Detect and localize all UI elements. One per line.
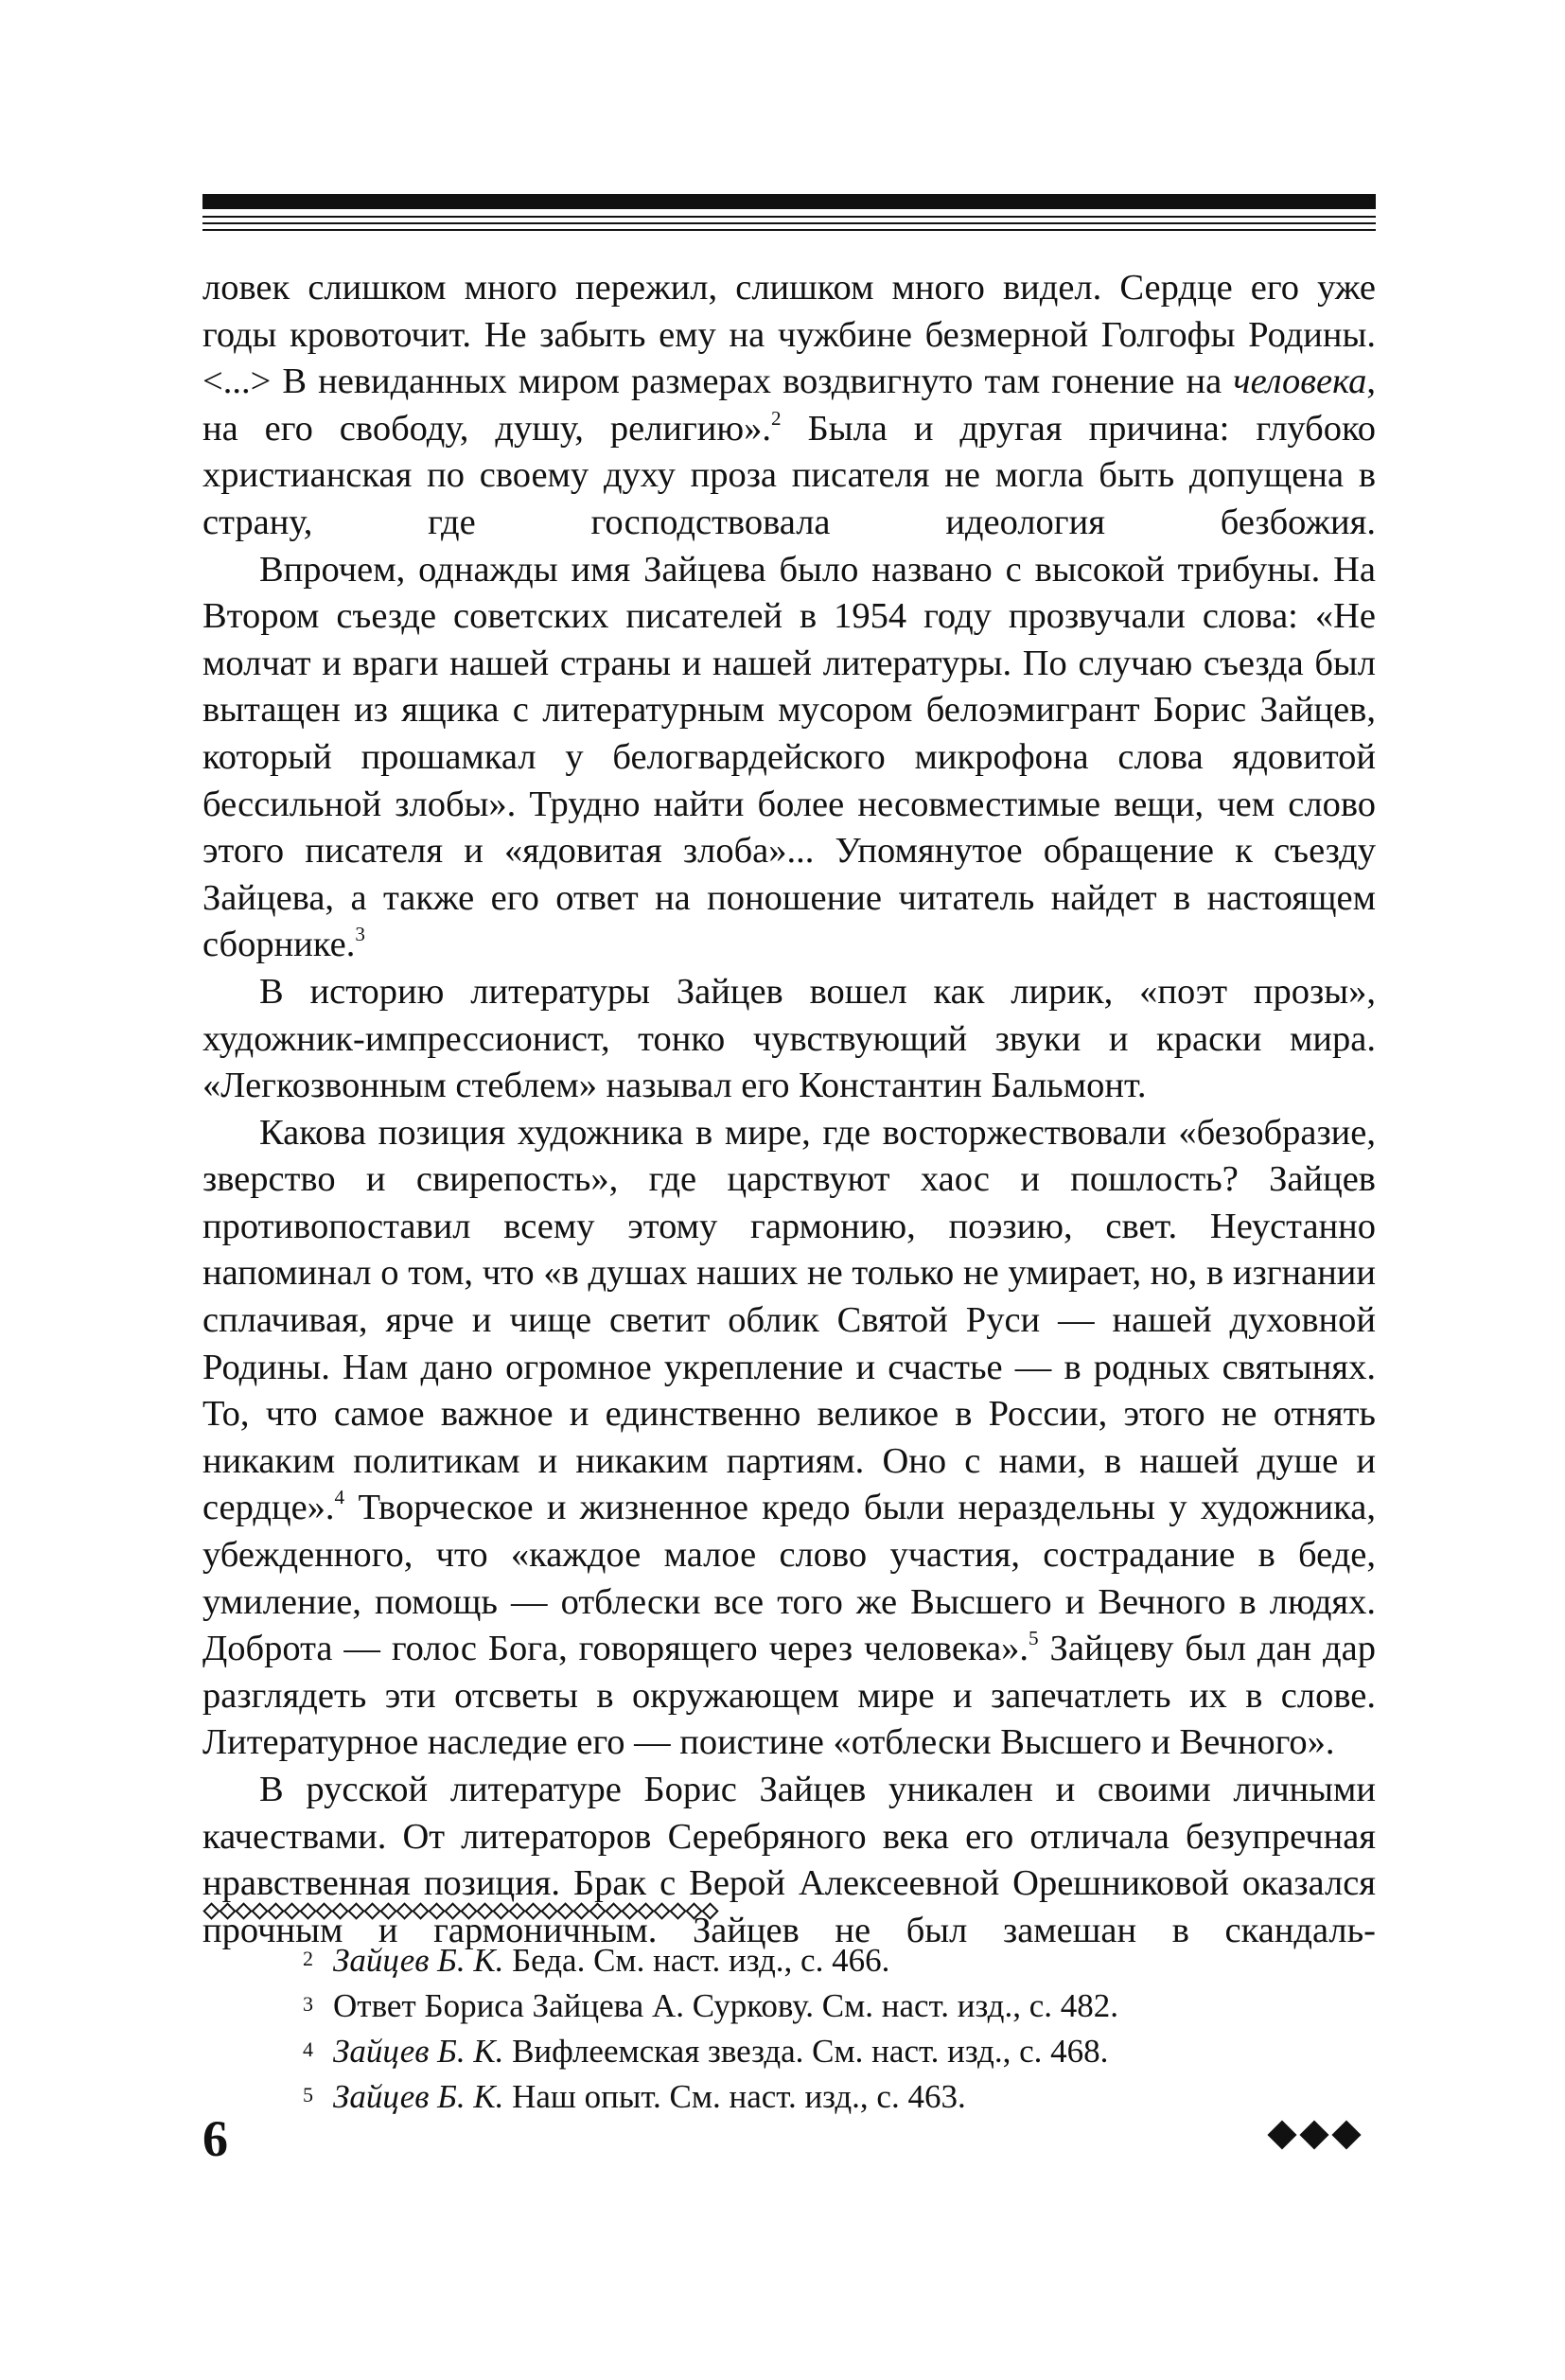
diamond-outline-icon	[508, 1902, 524, 1918]
footnote-ref: 4	[334, 1486, 345, 1509]
diamond-outline-icon	[428, 1902, 444, 1918]
paragraph: Впрочем, однажды имя Зайцева было названо с высокой трибуны. На Втором съезде советских писателей в 1954 году прозвучали слова: «Не молчат и враги нашей страны и нашей литературы. По случаю съезда был вытащен из ящика с литературным мусором белоэмигрант Борис Зайцев, который прошамкал у белогвардейского микрофона слова ядовитой бессильной злобы». Трудно найти более несовместимые вещи, чем слово этого писателя и «ядовитая злоба»... Упомянутое обращение к съезду Зайцева, а также его ответ на поношение читатель найдет в настоящем сборнике.$^3$	[202, 549, 1376, 965]
diamond-outline-icon	[685, 1902, 701, 1918]
diamond-outline-icon	[251, 1902, 267, 1918]
diamond-outline-icon	[363, 1902, 379, 1918]
footnote-number: 4	[303, 2037, 313, 2061]
footnote-ref: 3	[355, 923, 365, 946]
paragraph: ловек слишком много пережил, слишком много видел. Сердце его уже годы кровоточит. Не забыть ему на чужбине безмерной Голгофы Родины. <...> В невиданных миром размерах воздвигнуто там гонение на человека, на его свободу, душу, религию».$^2$ Была и другая причина: глубоко христианская по своему духу проза писателя не могла быть допущена в страну, где господствовала идеология безбожия.	[202, 268, 1376, 542]
diamond-outline-icon	[669, 1902, 685, 1918]
diamond-outline-icon	[701, 1902, 717, 1918]
diamond-outline-icon	[572, 1902, 589, 1918]
footnote-text: Ответ Бориса Зайцева А. Суркову. См. наст. изд., с. 482.	[333, 1987, 1118, 2024]
diamond-outline-icon	[589, 1902, 605, 1918]
footnote-ref: 5	[1029, 1627, 1039, 1650]
diamond-outline-icon	[524, 1902, 540, 1918]
diamond-outline-icon	[202, 1902, 219, 1918]
diamond-icon	[1299, 2120, 1328, 2149]
paragraph: Какова позиция художника в мире, где восторжествовали «безобразие, зверство и свирепость», где царствуют хаос и пошлость? Зайцев противопоставил всему этому гармонию, поэзию, свет. Неустанно напоминал о том, что «в душах наших не только не умирает, но, в изгнании сплачивая, ярче и чище светит облик Святой Руси — нашей духовной Родины. Нам дано огромное укрепление и счастье — в родных святынях. То, что самое важное и единственно великое в России, этого не отнять никаким политикам и никаким партиям. Оно с нами, в нашей душе и сердце».$^4$ Творческое и жизненное кредо были нераздельны у художника, убежденного, что «каждое малое слово участия, сострадание в беде, умиление, помощь — отблески все того же Высшего и Вечного в людях. Доброта — голос Бога, говорящего через человека».$^5$ Зайцеву был дан дар разглядеть эти отсветы в окружающем мире и запечатлеть их в слове. Литературное наследие его — поистине «отблески Высшего и Вечного».	[202, 1112, 1376, 1763]
footnote-author: Зайцев Б. К.	[333, 2033, 504, 2070]
diamond-outline-icon	[331, 1902, 347, 1918]
diamond-outline-icon	[379, 1902, 396, 1918]
header-rule-thin	[202, 229, 1376, 231]
footnote	[202, 2074, 1376, 2120]
diamond-outline-icon	[299, 1902, 315, 1918]
diamond-outline-icon	[444, 1902, 460, 1918]
paragraph: В русской литературе Борис Зайцев уникален и своими личными качествами. От литераторов Серебряного века его отличала безупречная нравственная позиция. Брак с Верой Алексеевной Орешниковой оказался прочным и гармоничным. Зайцев не был замешан в скандаль-	[202, 1770, 1376, 1950]
diamond-outline-icon	[621, 1902, 637, 1918]
footnotes	[202, 1938, 1376, 2120]
diamond-outline-icon	[653, 1902, 669, 1918]
body-text	[202, 265, 1376, 1954]
footnote-author: Зайцев Б. К.	[333, 1942, 504, 1979]
diamond-outline-icon	[476, 1902, 492, 1918]
footnote	[202, 2029, 1376, 2074]
diamond-icon	[1267, 2120, 1296, 2149]
header-rule	[202, 194, 1376, 231]
diamond-outline-icon	[396, 1902, 412, 1918]
diamond-outline-icon	[283, 1902, 299, 1918]
diamond-icon	[1331, 2120, 1361, 2149]
diamond-outline-icon	[347, 1902, 363, 1918]
diamond-outline-icon	[540, 1902, 556, 1918]
footnote	[202, 1938, 1376, 1983]
diamond-outline-icon	[637, 1902, 653, 1918]
paragraph: В историю литературы Зайцев вошел как лирик, «поэт прозы», художник-импрессионист, тонко чувствующий звуки и краски мира. «Легкозвонным стеблем» называл его Константин Бальмонт.	[202, 971, 1376, 1106]
diamond-outline-icon	[219, 1902, 235, 1918]
footnote-ref: 2	[771, 406, 782, 430]
footnote-number: 2	[303, 1947, 313, 1970]
footnote-text: Беда. См. наст. изд., с. 466.	[503, 1942, 890, 1979]
page-number: 6	[202, 2110, 228, 2167]
diamond-outline-icon	[235, 1902, 251, 1918]
footnote-text: Вифлеемская звезда. См. наст. изд., с. 468.	[503, 2033, 1109, 2070]
header-rule-thick	[202, 194, 1376, 209]
header-rule-thin	[202, 216, 1376, 218]
footnote-number: 5	[303, 2083, 313, 2107]
diamond-outline-icon	[315, 1902, 331, 1918]
footer-ornament	[1272, 2124, 1357, 2145]
footnote	[202, 1983, 1376, 2029]
diamond-outline-icon	[267, 1902, 283, 1918]
header-rule-thin	[202, 222, 1376, 224]
footnote-text: Наш опыт. См. наст. изд., с. 463.	[503, 2078, 966, 2115]
diamond-outline-icon	[492, 1902, 508, 1918]
footnote-author: Зайцев Б. К.	[333, 2078, 504, 2115]
emphasis: человека	[1233, 361, 1367, 402]
diamond-outline-icon	[460, 1902, 476, 1918]
diamond-outline-icon	[412, 1902, 428, 1918]
footnote-number: 3	[303, 1992, 313, 2016]
diamond-outline-icon	[605, 1902, 621, 1918]
diamond-outline-icon	[556, 1902, 572, 1918]
footnote-divider	[202, 1902, 717, 1923]
